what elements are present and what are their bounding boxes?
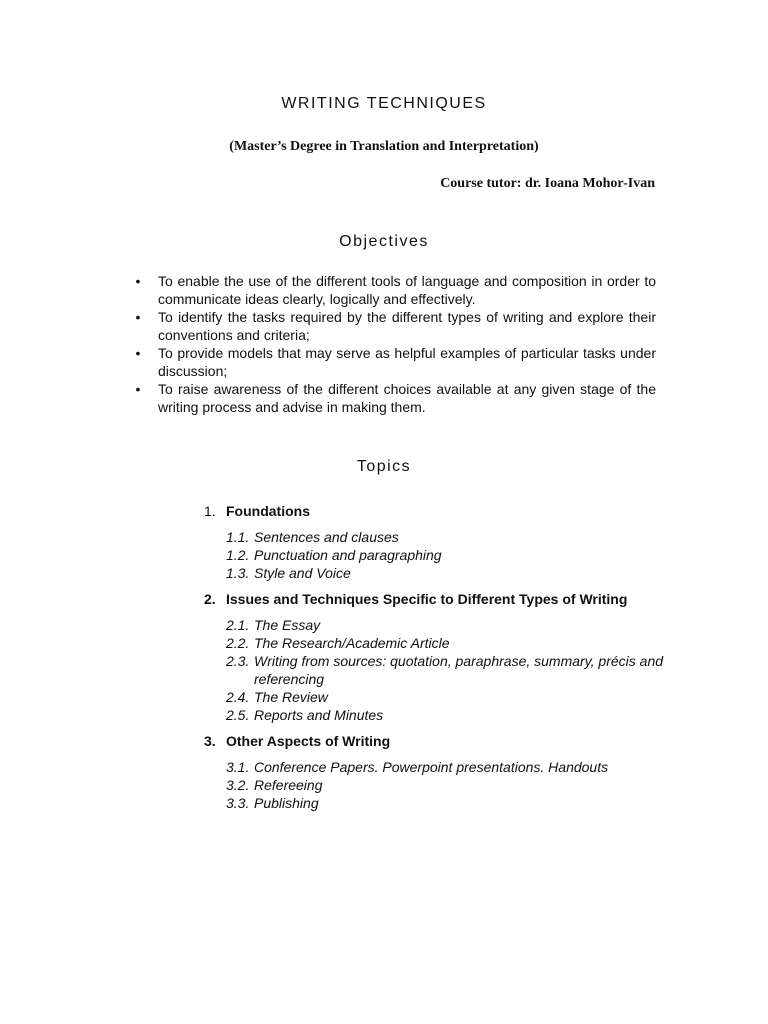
topic-item — [204, 732, 664, 812]
subtopic-text: Conference Papers. Powerpoint presentations. Handouts — [254, 759, 609, 775]
subtopic-text: Publishing — [254, 795, 319, 811]
list-item — [132, 308, 656, 344]
objective-text: To provide models that may serve as helpful examples of particular tasks under discussion; — [158, 345, 656, 379]
topic-heading — [204, 502, 664, 520]
subtopic-number: 3.1. — [226, 759, 250, 775]
subtopic-list — [204, 758, 664, 812]
subtopic-item — [226, 776, 664, 794]
subtopic-text: The Essay — [254, 617, 321, 633]
objective-text: To raise awareness of the different choices available at any given stage of the writing process and advise in making them. — [158, 381, 656, 415]
subtopic-number: 2.4. — [226, 689, 250, 705]
objective-text: To enable the use of the different tools of language and composition in order to communicate ideas clearly, logically and effectively. — [158, 273, 656, 307]
topic-item — [204, 590, 664, 724]
subtopic-text: The Research/Academic Article — [254, 635, 450, 651]
subtopic-item — [226, 794, 664, 812]
objective-text: To identify the tasks required by the different types of writing and explore their conventions and criteria; — [158, 309, 656, 343]
subtopic-list — [204, 616, 664, 724]
subtopic-item — [226, 616, 664, 634]
subtopic-text: Reports and Minutes — [254, 707, 384, 723]
topic-title: Foundations — [226, 503, 310, 519]
course-tutor: Course tutor: dr. Ioana Mohor-Ivan — [440, 176, 655, 191]
subtopic-text: Style and Voice — [254, 565, 351, 581]
subtopic-item — [226, 758, 664, 776]
document-subtitle: (Master’s Degree in Translation and Interpretation) — [229, 139, 539, 154]
bullet-icon: • — [135, 345, 141, 361]
bullet-icon: • — [135, 273, 141, 289]
topics-heading: Topics — [356, 458, 412, 475]
subtopic-item — [226, 564, 664, 582]
objectives-list — [132, 272, 656, 416]
subtopic-item — [226, 546, 664, 564]
subtopic-item — [226, 688, 664, 706]
subtopic-number: 3.2. — [226, 777, 250, 793]
list-item — [132, 272, 656, 308]
bullet-icon: • — [135, 381, 141, 397]
topic-number: 1. — [204, 503, 216, 519]
subtopic-item — [226, 634, 664, 652]
subtopic-text: Writing from sources: quotation, paraphrase, summary, précis and referencing — [254, 653, 664, 687]
bullet-icon: • — [135, 309, 141, 325]
topic-item — [204, 502, 664, 582]
subtopic-number: 1.2. — [226, 547, 250, 563]
topic-title: Other Aspects of Writing — [226, 733, 391, 749]
topic-heading — [204, 590, 664, 608]
topic-number: 3. — [204, 733, 216, 749]
topic-number: 2. — [204, 591, 216, 607]
subtopic-number: 2.5. — [226, 707, 250, 723]
subtopic-text: The Review — [254, 689, 328, 705]
document-title: WRITING TECHNIQUES — [281, 95, 487, 112]
subtopic-number: 2.1. — [226, 617, 250, 633]
list-item — [132, 344, 656, 380]
subtopic-number: 2.2. — [226, 635, 250, 651]
topics-list — [204, 502, 664, 820]
objectives-heading: Objectives — [339, 233, 429, 250]
subtopic-number: 1.1. — [226, 529, 250, 545]
subtopic-text: Refereeing — [254, 777, 323, 793]
topic-title: Issues and Techniques Specific to Different Types of Writing — [226, 591, 628, 607]
subtopic-number: 3.3. — [226, 795, 250, 811]
topic-heading — [204, 732, 664, 750]
list-item — [132, 380, 656, 416]
subtopic-item — [226, 528, 664, 546]
subtopic-number: 2.3. — [226, 653, 250, 669]
subtopic-text: Punctuation and paragraphing — [254, 547, 442, 563]
subtopic-list — [204, 528, 664, 582]
subtopic-text: Sentences and clauses — [254, 529, 399, 545]
subtopic-item — [226, 706, 664, 724]
subtopic-number: 1.3. — [226, 565, 250, 581]
subtopic-item — [226, 652, 664, 688]
